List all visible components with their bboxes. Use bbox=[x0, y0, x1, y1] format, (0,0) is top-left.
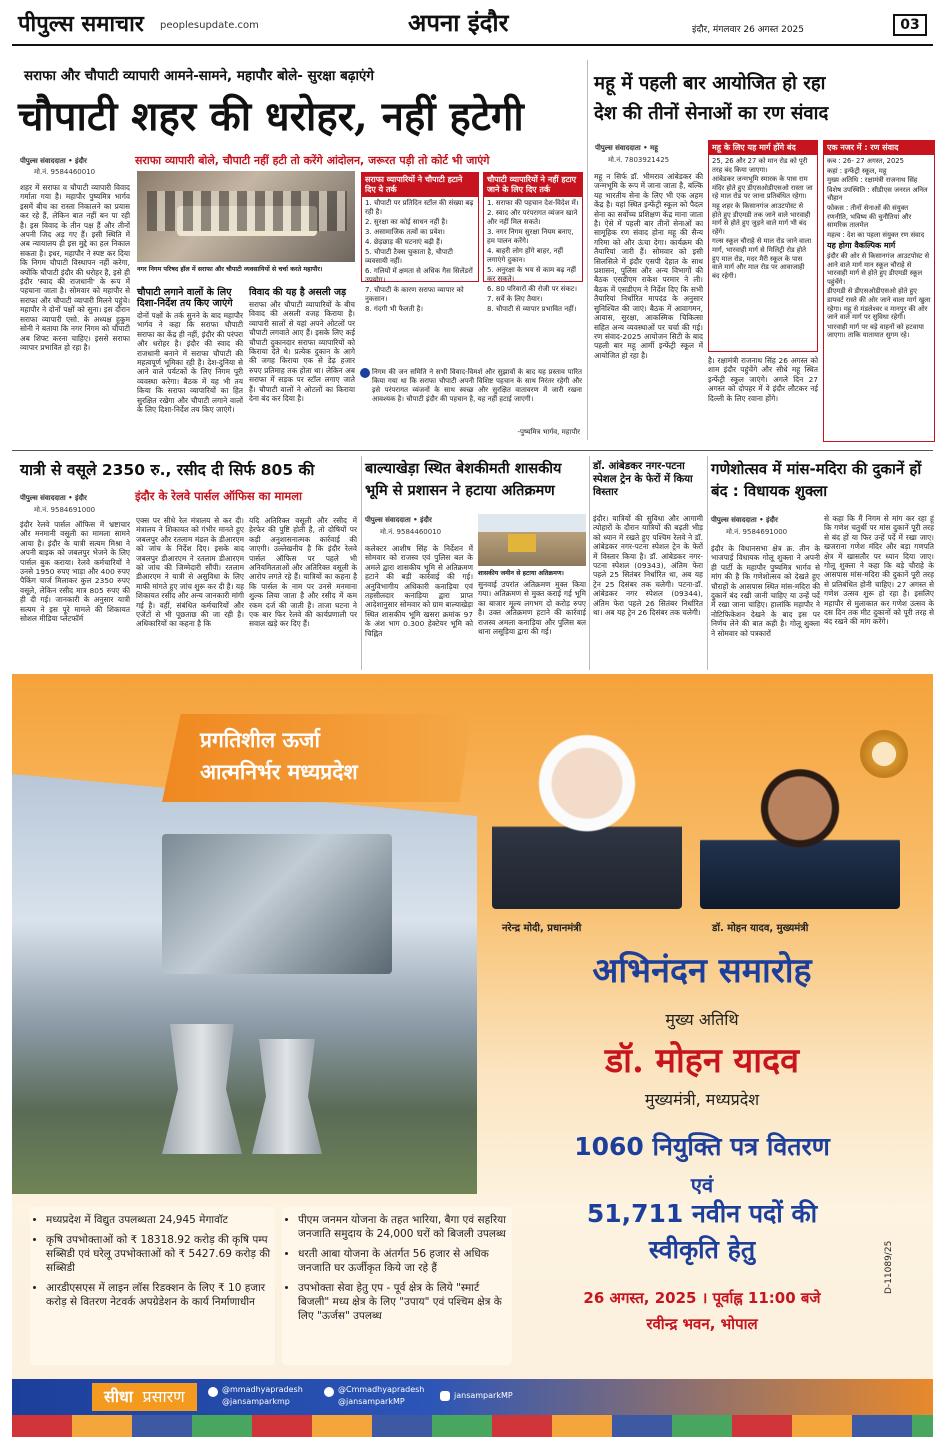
story1-kicker: सराफा और चौपाटी व्यापारी आमने-सामने, महापौर बोले- सुरक्षा बढ़ाएंगे bbox=[24, 68, 375, 84]
story5-text: इंदौर। यात्रियों की सुविधा और आगामी त्योहारों के दौरान यात्रियों की बढ़ती भीड़ को ध्यान में रखते हुए पश्चिम रेलवे ने डॉ. आंबेडकर नगर-पटना स्पेशल ट्रेन के फेरों में विस्तार किया है। डॉ. आंबेडकर नगर-पटना स्पेशल (09343), अंतिम फेरा पहले 25 सितंबर निर्धारित था, अब यह ट्रेन 25 दिसंबर तक चलेगी। पटना-डॉ. आंबेडकर नगर स्पेशल (09344), अंतिम फेरा पहले 26 सितंबर निर्धारित था। अब यह ट्रेन 26 दिसंबर तक चलेगी। bbox=[593, 514, 703, 618]
social-handle[interactable]: @jansamparkmp bbox=[222, 1397, 290, 1406]
list-item: महत्व : देश का पहला संयुक्त रण संवाद bbox=[827, 230, 925, 239]
list-item: महू शहर के किसानगंज आउटपोस्ट से होते हुए डीएमडी तक जाने वाले भारवाही मार्ग से होते हुए जुड़ने वाले मार्ग भी बंद रहेंगे। bbox=[712, 201, 811, 236]
quote-text: निगम की जन समिति ने सभी विवाद-विमर्श और सुझावों के बाद यह प्रस्ताव पारित किया गया था कि सराफा चौपाटी अपनी विशिष्ट पहचान के साथ निरंतर रहेगी और इसे परंपरागत व्यंजनों के साथ स्वच्छ और सुरक्षित वातावरण में जारी रखना आवश्यक है। चौपाटी इंदौर की पहचान है, यह नहीं हटाई जाएगी। bbox=[372, 368, 582, 403]
divider bbox=[361, 456, 362, 670]
route-box-list bbox=[709, 155, 817, 283]
list-item: कहां : इन्फेंट्री स्कूल, महू bbox=[827, 166, 887, 175]
list-item: गल्स स्कूल चौराहे से माल रोड जाने वाला मार्ग, भारवाही मार्ग से मिलिट्री रोड होते हुए माल रोड, मदर मैरी स्कूल के पास वाले मार्ग और माल रोड पर आवाजाही बंद रहेगी। bbox=[712, 237, 812, 280]
ad-cooling-tower-1 bbox=[162, 1024, 242, 1154]
story1-byline bbox=[20, 157, 87, 166]
list-item: 6. गलियों में क्षमता से अधिक गैस सिलेंडरों उपयोग। bbox=[365, 267, 473, 284]
story3-headline: यात्री से वसूले 2350 रु., रसीद दी सिर्फ 805 की bbox=[20, 461, 315, 479]
bullet-item: • कृषि उपभोक्ताओं को ₹ 18318.92 करोड़ की कृषि पम्प सब्सिडी एवं घरेलू उपभोक्ताओं को ₹ 5427.69 करोड़ की सब्सिडी bbox=[46, 1233, 271, 1275]
byline-text: पीपुल्स संवाददाता • महू bbox=[595, 144, 658, 152]
info-box-list bbox=[824, 155, 934, 343]
instagram-icon[interactable] bbox=[440, 1391, 450, 1401]
ad-banner bbox=[12, 674, 933, 1437]
cm-portrait bbox=[700, 754, 900, 909]
facebook-icon[interactable] bbox=[208, 1387, 218, 1397]
ad-event-title: अभिनंदन समारोह bbox=[592, 951, 812, 991]
story2-text: महू न सिर्फ डॉ. भीमराव आंबेडकर की जन्मभूमि के रूप में जाना जाता है, बल्कि यह भारतीय सेना के लिए भी एक अहम केंद्र है। यहां स्थित इन्फेंट्री स्कूल को पैदल सेना का सर्वोच्च प्रशिक्षण केंद्र माना जाता है। ऐसे में पहली बार तीनों सेनाओं का सामूहिक रण संवाद होना महू की सैन्य गरिमा को और ऊंचा देगा। कार्यक्रम की तैयारियां जारी हैं। सोमवार को इसी सिलसिले में इंदौर एसपी देहात के साथ प्रशासन, पुलिस और अन्य विभागों की बैठक एसडीएम राकेश परमार ने ली। बैठक में एसडीएम ने निर्देश दिए कि सभी तैयारियां निर्धारित मापदंड के अनुसार सुनिश्चित की जाएं। बैठक में आवागमन, आवास, सुरक्षा, आकस्मिक चिकित्सा सहित अन्य व्यवस्थाओं पर चर्चा की गई। रण संवाद-2025 आयोजन सिटी के बाद पहली बार महू आर्मी इन्फेंट्री स्कूल में आयोजित हो रहा है। bbox=[594, 172, 703, 360]
list-item: 5. चौपाटी टैक्स चुकाता है, चौपाटी व्यवसायी नहीं। bbox=[365, 248, 453, 265]
page-number: 03 bbox=[893, 14, 927, 36]
list-item: कब : 26- 27 अगस्त, 2025 bbox=[827, 157, 904, 165]
story3-column-3: यदि अतिरिक्त वसूली और रसीद में हेरफेर की पुष्टि होती है, तो दोषियों पर कड़ी अनुशासनात्मक कार्रवाई की जाएगी। उल्लेखनीय है कि इंदौर रेलवे पार्सल ऑफिस पर पहले भी अनियमितताओं और अतिरिक्त वसूली के आरोप लगते रहे हैं। यात्रियों का कहना है कि पार्सल के नाम पर उनसे मनमाना शुल्क लिया जाता है और रसीद में कम रकम दर्ज की जाती है। ताजा घटना ने एक बार फिर रेलवे की कार्यप्रणाली पर सवाल खड़े कर दिए हैं। bbox=[249, 516, 357, 629]
ad-bullets-left bbox=[30, 1207, 275, 1365]
story3-subhead: इंदौर के रेलवे पार्सल ऑफिस का मामला bbox=[135, 489, 302, 503]
story1-photo-caption: नगर निगम परिषद हॉल में सराफा और चौपाटी व्यवसायियों से चर्चा करते महापौर। bbox=[137, 266, 323, 273]
story2-headline-line2: देश की तीनों सेनाओं का रण संवाद bbox=[594, 103, 829, 124]
story1-box-traders bbox=[361, 172, 479, 313]
ad-approval-line: स्वीकृति हेतु bbox=[648, 1235, 756, 1264]
divider bbox=[587, 60, 588, 440]
story2-mobile: मो.नं. 7803921425 bbox=[608, 156, 670, 164]
list-item: इंदौर की ओर से किसानगंज आउटपोस्ट से आने वाले मार्ग मान स्कूल चौराहे से भारवाही मार्ग से होते हुए डीएमडी स्कूल पहुंचेंगे। bbox=[827, 251, 930, 286]
subsection-2-head: विवाद की यह है असली जड़ bbox=[249, 287, 347, 298]
list-item: 2. सुरक्षा का कोई साधन नहीं है। bbox=[365, 218, 448, 226]
list-item: 8. गंदगी भी फैलती है। bbox=[365, 305, 424, 313]
subsection-2-text: सराफा और चौपाटी व्यापारियों के बीच विवाद की असली वजह किराया है। व्यापारी सालों से यहां अपने ओटलों पर चौपाटी लगवाते आए हैं। इसके लिए कई चौपाटी दुकानदार सराफा व्यापारियों को किराया देते थे। प्रत्येक दुकान के आगे की जगह किराया एक से डेढ़ हजार रुपए प्रतिमाह तक होता था। लेकिन अब सराफा में सड़क पर स्टॉल लगाए जाते हैं। चौपाटी वालों ने ओटलों का किराया देना बंद कर दिया है। bbox=[249, 300, 355, 404]
dateline: इंदौर, मंगलवार 26 अगस्त 2025 bbox=[692, 25, 805, 35]
social-handle[interactable]: jansamparkMP bbox=[454, 1391, 513, 1400]
list-item: 1. चौपाटी पर प्रतिदिन स्टॉल की संख्या बढ़ रही है। bbox=[365, 199, 474, 216]
byline-text: पीपुल्स संवाददाता • इंदौर bbox=[711, 516, 778, 524]
ad-and-line: एवं bbox=[690, 1173, 714, 1197]
story3-column-1: इंदौर रेलवे पार्सल ऑफिस में भ्रष्टाचार और मनमानी वसूली का मामला सामने आया है। इंदौर के यात्री सत्यम मिश्रा ने अपनी बाइक को जबलपुर भेजने के लिए पार्सल बुक कराया। रेलवे कर्मचारियों ने उनसे 1950 रुपए भाड़ा और 400 रुपए पैकिंग चार्ज मिलाकर कुल 2350 रुपए वसूले, लेकिन रसीद मात्र 805 रुपए की ही दी गई। जानकारी के अनुसार यात्री सत्यम ने इस पूरे मामले की शिकायत सोशल मीडिया प्लेटफॉर्म bbox=[20, 520, 130, 624]
divider bbox=[589, 456, 590, 670]
story3-column-2: एक्स पर सीधे रेल मंत्रालय से कर दी। मंत्रालय ने शिकायत को गंभीर मानते हुए जबलपुर और रतलाम मंडल के डीआरएम को जांच के निर्देश दिए। इसके बाद जबलपुर डीआरएम ने रतलाम डीआरएम को जांच की जिम्मेदारी सौंपी। रतलाम डीआरएम ने यात्री से असुविधा के लिए माफी मांगते हुए जांच शुरू कर दी है। यह शिकायत रसीद और अन्य जानकारी मांगी गई है। वहीं, संबंधित कर्मचारियों और एजेंटों से भी पूछताछ की जा रही है। अधिकारियों का कहना है कि bbox=[136, 516, 244, 629]
bullet-item: • पीएम जनमन योजना के तहत भारिया, बैगा एवं सहरिया जनजाति समुदाय के 24,000 घरों को बिजली उपलब्ध bbox=[298, 1213, 508, 1241]
ad-title-line1: प्रगतिशील ऊर्जा bbox=[200, 728, 320, 752]
ad-appointment-line: 1060 नियुक्ति पत्र वितरण bbox=[574, 1132, 830, 1161]
bullet-item: • मध्यप्रदेश में विद्युत उपलब्धता 24,945 मेगावॉट bbox=[46, 1213, 271, 1227]
list-item: 7. चौपाटी के कारण सराफा व्यापार को नुकसान। bbox=[365, 286, 464, 303]
ad-title-line2: आत्मनिर्भर मध्यप्रदेश bbox=[200, 760, 358, 784]
mp-govt-emblem-icon bbox=[860, 730, 908, 778]
pm-caption: नरेन्द्र मोदी, प्रधानमंत्री bbox=[502, 923, 582, 934]
story1-subhead: सराफा व्यापारी बोले, चौपाटी नहीं हटी तो करेंगे आंदोलन, जरूरत पड़ी तो कोर्ट भी जाएंगे bbox=[135, 154, 490, 167]
subsection-1-head: चौपाटी लगाने वालों के लिए दिशा-निर्देश तय किए जाएंगे bbox=[137, 287, 233, 309]
social-handle[interactable]: @Cmmadhyapradesh bbox=[338, 1385, 425, 1394]
list-item: 2. स्वाद और परंपरागत व्यंजन खाने और नहीं मिल सकते। bbox=[487, 209, 578, 226]
info-box-title: एक नजर में : रण संवाद bbox=[824, 141, 934, 155]
ad-chief-guest-name: डॉ. मोहन यादव bbox=[604, 1041, 800, 1081]
story1-photo bbox=[137, 171, 355, 262]
story5-headline: डॉ. आंबेडकर नगर-पटना स्पेशल ट्रेन के फेरों में किया विस्तार bbox=[593, 461, 693, 498]
photo-excavator bbox=[508, 534, 536, 552]
story2-headline-line1: महू में पहली बार आयोजित हो रहा bbox=[594, 73, 826, 94]
brand-text: सीधा bbox=[104, 1387, 133, 1406]
story1-box-choupati bbox=[483, 172, 583, 313]
list-item: 5. अनुरक्षा के भय से काम बढ़ नहीं कर सकते। bbox=[487, 266, 576, 283]
masthead-rule bbox=[12, 44, 933, 46]
story1-mobile: मो.नं. 9584460010 bbox=[34, 168, 96, 176]
story4-mobile: मो.नं. 9584460010 bbox=[380, 528, 442, 536]
list-item: 25, 26 और 27 को मान रोड को पूरी तरह बंद किया जाएगा। bbox=[712, 157, 808, 174]
story4-headline: बाल्याखेड़ा स्थित बेशकीमती शासकीय भूमि से प्रशासन ने हटाया अतिक्रमण bbox=[365, 461, 562, 499]
box-traders-title: सराफा व्यापारियों ने चौपाटी हटाने दिए ये तर्क bbox=[362, 173, 478, 197]
info-box-subtitle: यह होगा वैकल्पिक मार्ग bbox=[827, 241, 896, 251]
story2-route-box bbox=[708, 140, 818, 352]
story3-byline bbox=[20, 494, 87, 503]
divider bbox=[707, 456, 708, 670]
story4-photo bbox=[478, 514, 586, 566]
subsection-1-text: दोनों पक्षों के तर्क सुनने के बाद महापौर भार्गव ने कहा कि सराफा चौपाटी सराफा का केंद्र ही नहीं, इंदौर की परंपरा और धरोहर है। इंदौर की स्वाद की राजधानी बनाने में सराफा चौपाटी की महत्वपूर्ण भूमिका रही है। देश-दुनिया से आने वाले पर्यटकों के लिए निगम पूरी व्यवस्था करेगा। बैठक में यह भी तय किया कि सराफा व्यापारियों का हित सुरक्षित रखेगा और चौपाटी लगाने वालों के लिए दिशा-निर्देश तय किए जाएंगे। bbox=[137, 311, 243, 415]
ad-transformer bbox=[162, 834, 392, 974]
story2-info-box bbox=[823, 140, 935, 442]
box-choupati-list bbox=[484, 197, 582, 317]
story1-subsection-2 bbox=[249, 287, 355, 426]
story1-subsection-1 bbox=[137, 287, 243, 427]
pm-portrait bbox=[492, 724, 682, 909]
story4-column-2: सुनवाई उपरांत अतिक्रमण मुक्त किया गया। अतिक्रमण से मुक्त कराई गई भूमि का बाजार मूल्य लगभग दो करोड़ रुपए है। उक्त अतिक्रमण हटाने की कार्रवाई राजस्व अमला कनाड़िया और पुलिस बल थाना लसूड़िया द्वारा की गई। bbox=[478, 580, 586, 637]
story4-column-1: कलेक्टर आशीष सिंह के निर्देशन में सोमवार को राजस्व एवं पुलिस बल के अमले द्वारा शासकीय भूमि से अतिक्रमण हटाने की बड़ी कार्रवाई की गई। अनुविभागीय अधिकारी कनाड़िया एवं तहसीलदार कनाड़िया द्वारा प्राप्त आदेशानुसार सोमवार को ग्राम बाल्याखेड़ा स्थित शासकीय भूमि खसरा क्रमांक 97 के अंश भाग 0.300 हेक्टेयर भूमि को चिह्नित bbox=[365, 544, 473, 638]
story4-photo-caption: शासकीय जमीन से हटाया अतिक्रमण। bbox=[478, 570, 564, 577]
byline-text: पीपुल्स संवाददाता • इंदौर bbox=[20, 157, 87, 165]
quote-author: -पुष्यमित्र भार्गव, महापौर bbox=[517, 428, 580, 436]
byline-text: पीपुल्स संवाददाता • इंदौर bbox=[365, 516, 432, 524]
social-handle[interactable]: @mmadhyapradesh bbox=[222, 1385, 303, 1394]
list-item: 6. 80 परिवारों की रोजी पर संकट। bbox=[487, 285, 577, 293]
route-box-title: महू के लिए यह मार्ग होंगे बंद bbox=[709, 141, 817, 155]
bullet-item: • उपभोक्ता सेवा हेतु एप - पूर्व क्षेत्र के लिये "स्मार्ट बिजली" मध्य क्षेत्र के लिए "उपाय" एवं पश्चिम क्षेत्र के लिए "ऊर्जस" उपलब्ध bbox=[298, 1281, 508, 1323]
story2-route-text: है। रक्षामंत्री राजनाथ सिंह 26 अगस्त को शाम इंदौर पहुंचेंगे और सीधे महू स्थित इन्फेंट्री स्कूल जाएंगे। अगले दिन 27 अगस्त को दोपहर में वे इंदौर लौटकर नई दिल्ली के लिए रवाना होंगे। bbox=[708, 356, 818, 403]
story4-byline bbox=[365, 516, 432, 525]
story6-column-1: इंदौर के विधानसभा क्षेत्र क्र. तीन के भाजपाई विधायक गोलू शुक्ला ने अपनी ही पार्टी के महापौर पुष्यमित्र भार्गव से मांग की है कि गणेशोत्सव को देखते हुए चौराहों के आसपास स्थित मांस-मदिरा की दुकानें बंद रखी जानी चाहिए या उन्हें पर्दे में रखा जाना चाहिए। हालांकि महापौर ने नोटिफिकेशन देखने के बाद इस पर निर्णय लेने की बात कही है। गोलू शुक्ला ने सोमवार को पत्रकारों bbox=[711, 544, 820, 638]
list-item: डीएमडी से डीएसओडीएसओ होते हुए डायवर्ट रास्ते की ओर जाने वाला मार्ग खुला रहेगा। महू से मंडलेश्वर व मानपुर की ओर जाने वाले मार्ग पर सुविधा रहेगी। bbox=[827, 287, 931, 322]
story6-byline bbox=[711, 516, 778, 525]
bullet-list bbox=[34, 1213, 271, 1309]
paper-name: पीपुल्स समाचार bbox=[18, 11, 144, 37]
list-item: भारवाही मार्ग पर बड़े वाहनों को हटवाया जाएगा। ताकि यातायात सुगम रहे। bbox=[827, 322, 924, 340]
list-item: फोकस : तीनों सेनाओं की संयुक्त रणनीति, भविष्य की चुनौतियां और सामरिक तालमेल bbox=[827, 203, 912, 230]
ad-chief-guest-label: मुख्य अतिथि bbox=[665, 1010, 739, 1029]
list-item: 8. चौपाटी से व्यापार प्रभावित नहीं। bbox=[487, 305, 577, 313]
story2-byline bbox=[595, 144, 658, 153]
ad-bullets-right bbox=[282, 1207, 512, 1365]
ad-chief-guest-post: मुख्यमंत्री, मध्यप्रदेश bbox=[644, 1090, 760, 1109]
story6-column-2: से कहा कि मैं निगम से मांग कर रहा हूं कि गणेश चतुर्थी पर मांस दुकानें पूरी तरह से बंद हों या फिर उन्हें पर्दे में रखा जाए। खजराना गणेश मंदिर और बड़ा गणपति क्षेत्र में खासतौर पर ध्यान दिया जाए। गोलू शुक्ला ने कहा कि बड़े चौराहे के आसपास मांस-मदिरा की दुकानें पूरी तरह से प्रतिबंधित होनी चाहिए। 27 अगस्त से गणेश उत्सव शुरू हो रहा है। इसलिए महापौर से मुलाकात कर गणेश उत्सव के दस दिन तक मीट दुकानों को पूरी तरह से बंद रखने की मांग करेंगे। bbox=[824, 514, 934, 627]
ad-power-plant-image bbox=[12, 774, 477, 1194]
brand-text-2: प्रसारण bbox=[142, 1387, 185, 1406]
list-item: 3. असामाजिक तत्वों का प्रवेश। bbox=[365, 228, 445, 236]
section-title: अपना इंदौर bbox=[408, 8, 509, 37]
list-item: 4. छेड़छाड़ की घटनाएं बढ़ी हैं। bbox=[365, 238, 443, 246]
list-item: आंबेडकर जन्मभूमि स्मारक के पास राम मंदिर होते हुए डीएसओडीएसओ रास्ता जा रहे माल रोड पर जाना प्रतिबंधित रहेगा। bbox=[712, 175, 813, 201]
byline-text: पीपुल्स संवाददाता • इंदौर bbox=[20, 494, 87, 502]
story1-column-1: शहर में सराफा व चौपाटी व्यापारी विवाद गर्माता गया है। महापौर पुष्यमित्र भार्गव इसमें बीच का रास्ता निकालने का प्रयास कर रहे हैं, लेकिन बात नहीं बन पा रही है। इस विवाद के तीन पक्ष हैं और तीनों अपनी जिद अड़ गए हैं। इसी स्थिति में अब न्यायालय ही इस मुद्दे का हल निकाल सकता है। इधर, महापौर ने स्पष्ट कर दिया कि निगम चौपाटी विस्थापन नहीं करेगा, क्योंकि चौपाटी इंदौर की धरोहर है, इसे ही इंदौर 'स्वाद की राजधानी' के रूप में पहचाना जाता है। सोमवार को महापौर से सराफा और चौपाटी व्यापारी मिलने पहुंचे। महापौर ने दोनों पक्षों को सुना। इस दौरान सराफा व्यापारी एसो. के अध्यक्ष हुकुम सोनी ने बताया कि नगर निगम को चौपाटी अब शिफ्ट करना चाहिए। इससे सराफा व्यापार प्रभावित हो रहा है। bbox=[20, 183, 130, 352]
website-link[interactable]: peoplesupdate.com bbox=[160, 20, 259, 31]
story3-mobile: मो.नं. 9584691000 bbox=[34, 506, 96, 514]
ad-bottom-stripe bbox=[12, 1415, 933, 1437]
ad-cooling-tower-2 bbox=[252, 1039, 322, 1154]
bullet-item: • आरडीएसएस में लाइन लॉस रिडक्शन के लिए ₹ 10 हजार करोड़ से वितरण नेटवर्क अपग्रेडेशन के कार्य निर्माणाधीन bbox=[46, 1281, 271, 1309]
story1-headline: चौपाटी शहर की धरोहर, नहीं हटेगी bbox=[18, 93, 524, 140]
box-traders-list bbox=[362, 197, 478, 317]
bullet-list bbox=[286, 1213, 508, 1323]
ad-release-code: D-11089/25 bbox=[884, 1240, 894, 1294]
social-handle[interactable]: @jansamparkMP bbox=[338, 1397, 405, 1406]
x-icon[interactable] bbox=[324, 1387, 334, 1397]
ad-venue: रवीन्द्र भवन, भोपाल bbox=[646, 1315, 758, 1333]
ad-datetime: 26 अगस्त, 2025 । पूर्वाह्न 11:00 बजे bbox=[583, 1289, 821, 1307]
bullet-item: • धरती आबा योजना के अंतर्गत 56 हजार से अधिक जनजाति घर ऊर्जीकृत किये जा रहे हैं bbox=[298, 1247, 508, 1275]
list-item: 3. नगर निगम सुरक्षा नियम बनाए, हम पालन करेंगे। bbox=[487, 228, 574, 245]
masthead bbox=[0, 0, 945, 46]
ad-posts-line: 51,711 नवीन पदों की bbox=[586, 1199, 818, 1228]
quote-icon bbox=[360, 368, 370, 378]
box-choupati-title: चौपाटी व्यापारियों ने नहीं हटाए जाने के लिए दिए तर्क bbox=[484, 173, 582, 197]
photo-people bbox=[147, 191, 347, 231]
story6-mobile: मो.नं. 9584691000 bbox=[726, 528, 788, 536]
list-item: विशेष उपस्थिति : सीडीएस जनरल अनिल चौहान bbox=[827, 185, 928, 203]
list-item: 7. सर्वे के लिए तैयार। bbox=[487, 295, 543, 303]
list-item: 1. सराफा की पहचान देश-विदेश में। bbox=[487, 199, 579, 207]
list-item: 4. बाहरी लोग होंगे बाहर, नहीं लगाएंगे दुकान। bbox=[487, 247, 564, 264]
section-rule bbox=[12, 450, 933, 451]
story6-headline: गणेशोत्सव में मांस-मदिरा की दुकानें हों बंद : विधायक शुक्ला bbox=[711, 460, 922, 500]
ad-footer-brand bbox=[92, 1383, 197, 1411]
story1-quote-box bbox=[360, 368, 584, 442]
list-item: मुख्य अतिथि : रक्षामंत्री राजनाथ सिंह bbox=[827, 176, 918, 185]
cm-caption: डॉ. मोहन यादव, मुख्यमंत्री bbox=[712, 923, 809, 934]
